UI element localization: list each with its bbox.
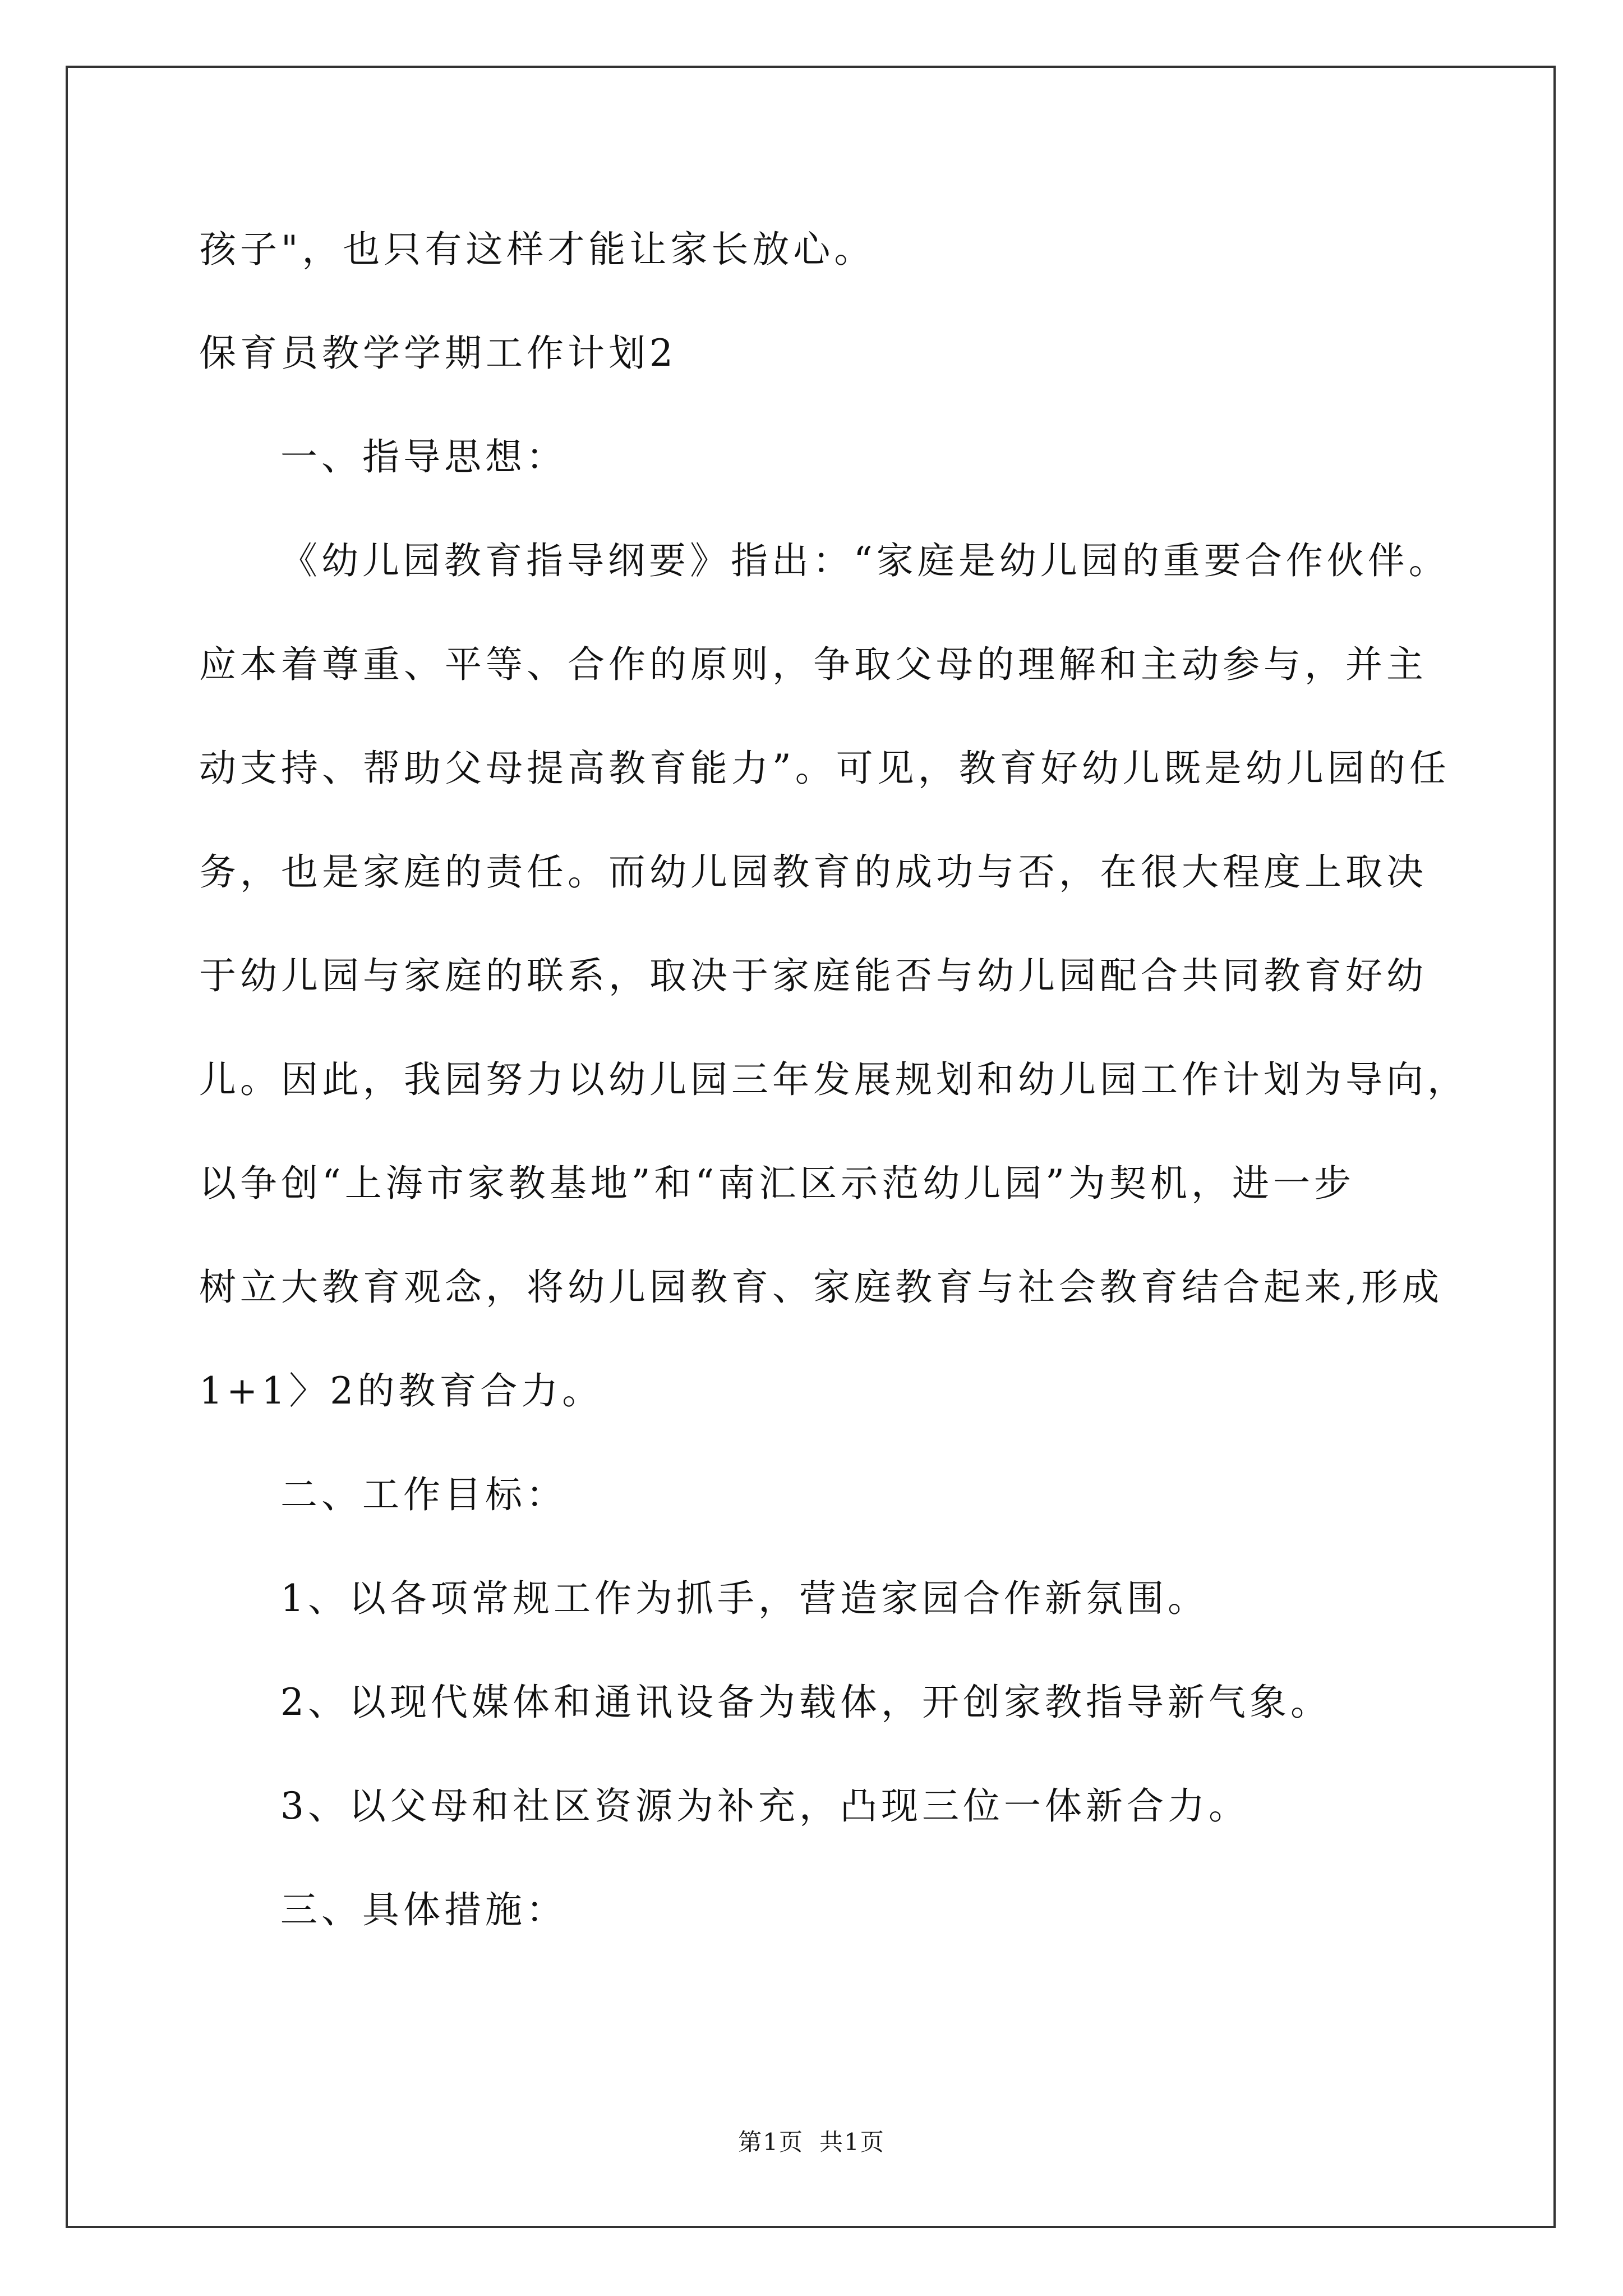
goal-item-1: 1、以各项常规工作为抓手，营造家园合作新氛围。 bbox=[280, 1577, 1209, 1620]
section-title: 保育员教学学期工作计划2 bbox=[199, 332, 677, 375]
paragraph-line-8: 树立大教育观念，将幼儿园教育、家庭教育与社会教育结合起来,形成 bbox=[199, 1266, 1443, 1309]
paragraph-line-4: 务，也是家庭的责任。而幼儿园教育的成功与否，在很大程度上取决 bbox=[199, 850, 1427, 894]
paragraph-line-6: 儿。因此，我园努力以幼儿园三年发展规划和幼儿园工作计划为导向， bbox=[199, 1058, 1468, 1101]
heading-measures: 三、具体措施： bbox=[280, 1888, 567, 1931]
page-footer bbox=[0, 2128, 1623, 2156]
page-number: 第1页 bbox=[738, 2128, 804, 2156]
paragraph-line-5: 于幼儿园与家庭的联系，取决于家庭能否与幼儿园配合共同教育好幼 bbox=[199, 954, 1427, 997]
text-line-1: 孩子"，也只有这样才能让家长放心。 bbox=[199, 228, 875, 271]
heading-guiding-thought: 一、指导思想： bbox=[280, 435, 567, 478]
paragraph-line-3: 动支持、帮助父母提高教育能力”。可见，教育好幼儿既是幼儿园的任 bbox=[199, 747, 1450, 790]
paragraph-line-2: 应本着尊重、平等、合作的原则，争取父母的理解和主动参与，并主 bbox=[199, 643, 1427, 686]
paragraph-line-9: 1+1〉2的教育合力。 bbox=[199, 1369, 603, 1412]
page-total: 共1页 bbox=[819, 2128, 885, 2156]
paragraph-line-7: 以争创“上海市家教基地”和“南汇区示范幼儿园”为契机，进一步 bbox=[199, 1162, 1355, 1205]
heading-work-goals: 二、工作目标： bbox=[280, 1473, 567, 1516]
goal-item-2: 2、以现代媒体和通讯设备为载体，开创家教指导新气象。 bbox=[280, 1681, 1331, 1724]
goal-item-3: 3、以父母和社区资源为补充，凸现三位一体新合力。 bbox=[280, 1784, 1249, 1828]
paragraph-line-1: 《幼儿园教育指导纲要》指出：“家庭是幼儿园的重要合作伙伴。 bbox=[280, 539, 1450, 582]
